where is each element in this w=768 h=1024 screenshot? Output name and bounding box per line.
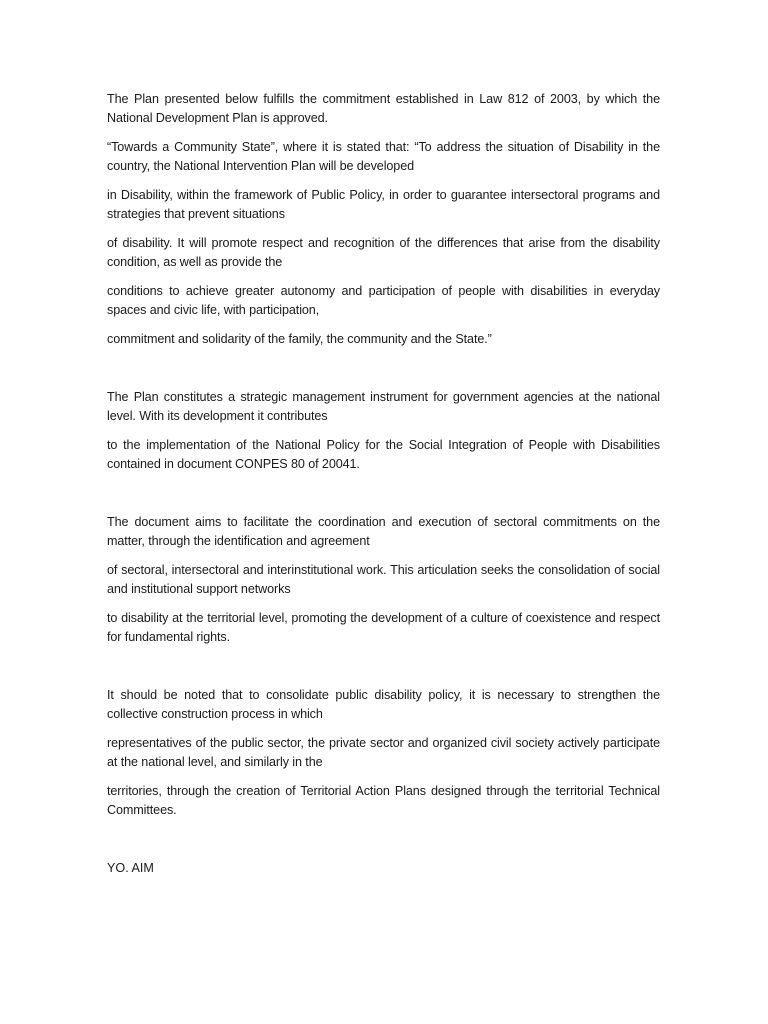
paragraph: The document aims to facilitate the coordination and execution of sectoral commitments on the matter, through the identification and agreement (107, 515, 660, 548)
document-page (107, 90, 660, 878)
paragraph: representatives of the public sector, the private sector and organized civil society actively participate at the national level, and similarly in the (107, 736, 660, 769)
paragraph: commitment and solidarity of the family, the community and the State.” (107, 332, 492, 346)
paragraph: of disability. It will promote respect and recognition of the differences that arise from the disability condition, as well as provide the (107, 236, 660, 269)
paragraph: The Plan constitutes a strategic management instrument for government agencies at the national level. With its development it contributes (107, 390, 660, 423)
paragraph: in Disability, within the framework of Public Policy, in order to guarantee intersectoral programs and strategies that prevent situations (107, 188, 660, 221)
paragraph: to disability at the territorial level, promoting the development of a culture of coexistence and respect for fundamental rights. (107, 611, 660, 644)
paragraph: conditions to achieve greater autonomy and participation of people with disabilities in everyday spaces and civic life, with participation, (107, 284, 660, 317)
paragraph: The Plan presented below fulfills the commitment established in Law 812 of 2003, by which the National Development Plan is approved. (107, 92, 660, 125)
paragraph: of sectoral, intersectoral and interinstitutional work. This articulation seeks the consolidation of social and institutional support networks (107, 563, 660, 596)
signature-text: YO. AIM (107, 861, 154, 875)
paragraph: to the implementation of the National Policy for the Social Integration of People with Disabilities contained in document CONPES 80 of 20041. (107, 438, 660, 471)
paragraph: It should be noted that to consolidate public disability policy, it is necessary to strengthen the collective construction process in which (107, 688, 660, 721)
paragraph: “Towards a Community State”, where it is stated that: “To address the situation of Disability in the country, the National Intervention Plan will be developed (107, 140, 660, 173)
paragraph: territories, through the creation of Territorial Action Plans designed through the territorial Technical Committees. (107, 784, 660, 817)
